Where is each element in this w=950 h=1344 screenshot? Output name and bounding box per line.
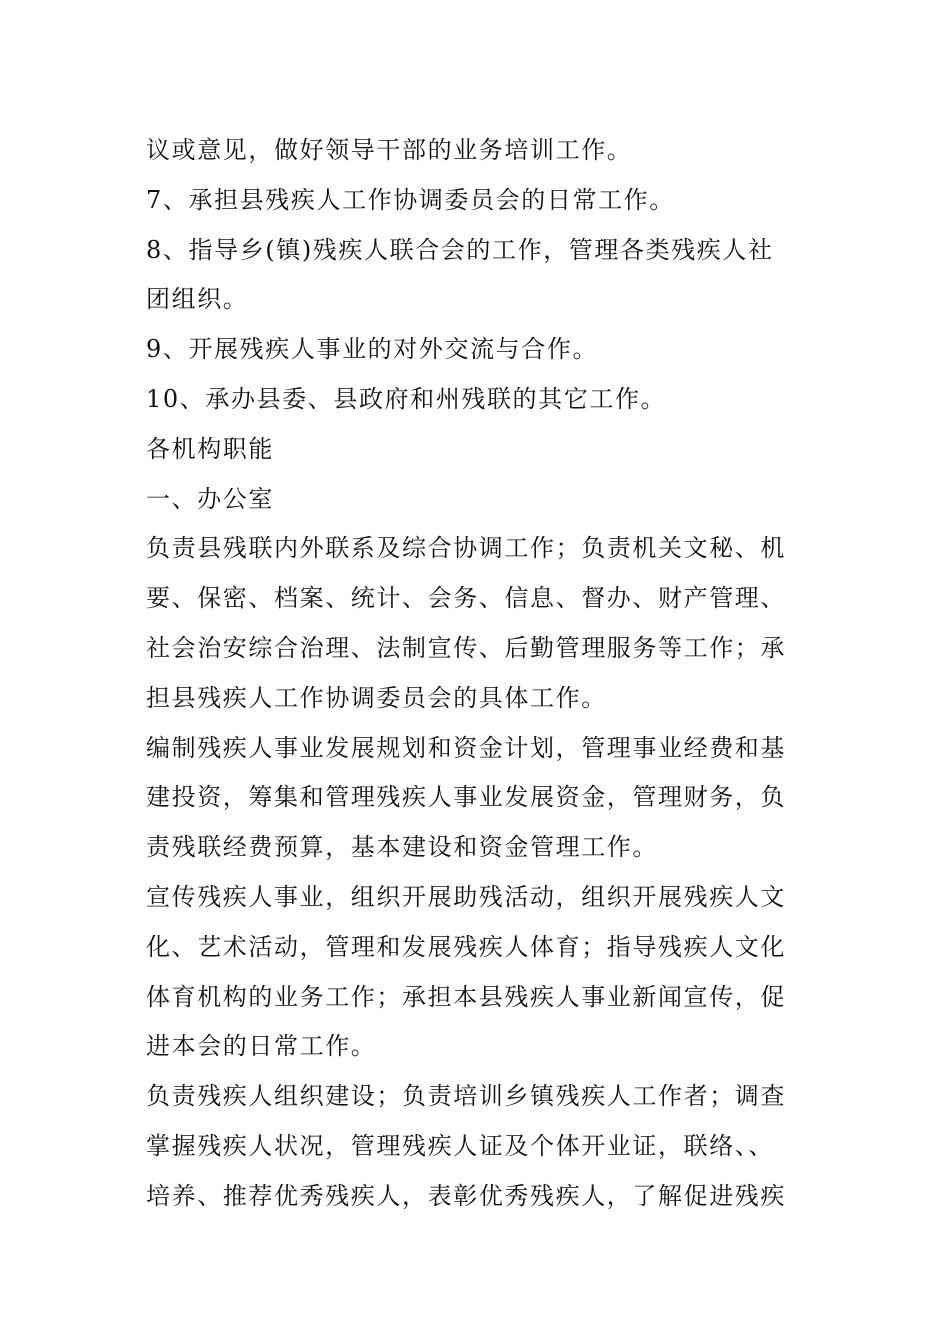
text-line: 9、开展残疾人事业的对外交流与合作。 <box>146 335 599 364</box>
text-line: 建投资，筹集和管理残疾人事业发展资金，管理财务，负 <box>146 783 786 812</box>
subsection-heading: 一、办公室 <box>146 484 274 513</box>
text-line: 社会治安综合治理、法制宣传、后勤管理服务等工作；承 <box>146 633 786 662</box>
text-line: 负责残疾人组织建设；负责培训乡镇残疾人工作者；调查 <box>146 1082 786 1111</box>
text-line: 培养、推荐优秀残疾人，表彰优秀残疾人，了解促进残疾 <box>146 1181 786 1210</box>
text-line: 议或意见，做好领导干部的业务培训工作。 <box>146 136 633 164</box>
text-line: 团组织。 <box>146 285 249 314</box>
text-line: 10、承办县委、县政府和州残联的其它工作。 <box>146 384 667 413</box>
text-line: 7、承担县残疾人工作协调委员会的日常工作。 <box>146 185 675 214</box>
text-line: 进本会的日常工作。 <box>146 1032 377 1061</box>
text-line: 负责县残联内外联系及综合协调工作；负责机关文秘、机 <box>146 534 786 563</box>
section-heading: 各机构职能 <box>146 434 274 463</box>
text-line: 化、艺术活动，管理和发展残疾人体育；指导残疾人文化 <box>146 932 786 961</box>
text-line: 掌握残疾人状况，管理残疾人证及个体开业证，联络、、 <box>146 1131 774 1160</box>
text-line: 要、保密、档案、统计、会务、信息、督办、财产管理、 <box>146 584 786 613</box>
document-body <box>146 126 816 1222</box>
text-line: 8、指导乡(镇)残疾人联合会的工作，管理各类残疾人社 <box>146 235 774 264</box>
text-line: 体育机构的业务工作；承担本县残疾人事业新闻宣传，促 <box>146 982 786 1011</box>
text-line: 担县残疾人工作协调委员会的具体工作。 <box>146 683 607 712</box>
text-line: 责残联经费预算，基本建设和资金管理工作。 <box>146 833 658 862</box>
text-line: 编制残疾人事业发展规划和资金计划，管理事业经费和基 <box>146 733 786 762</box>
text-line: 宣传残疾人事业，组织开展助残活动，组织开展残疾人文 <box>146 882 786 911</box>
